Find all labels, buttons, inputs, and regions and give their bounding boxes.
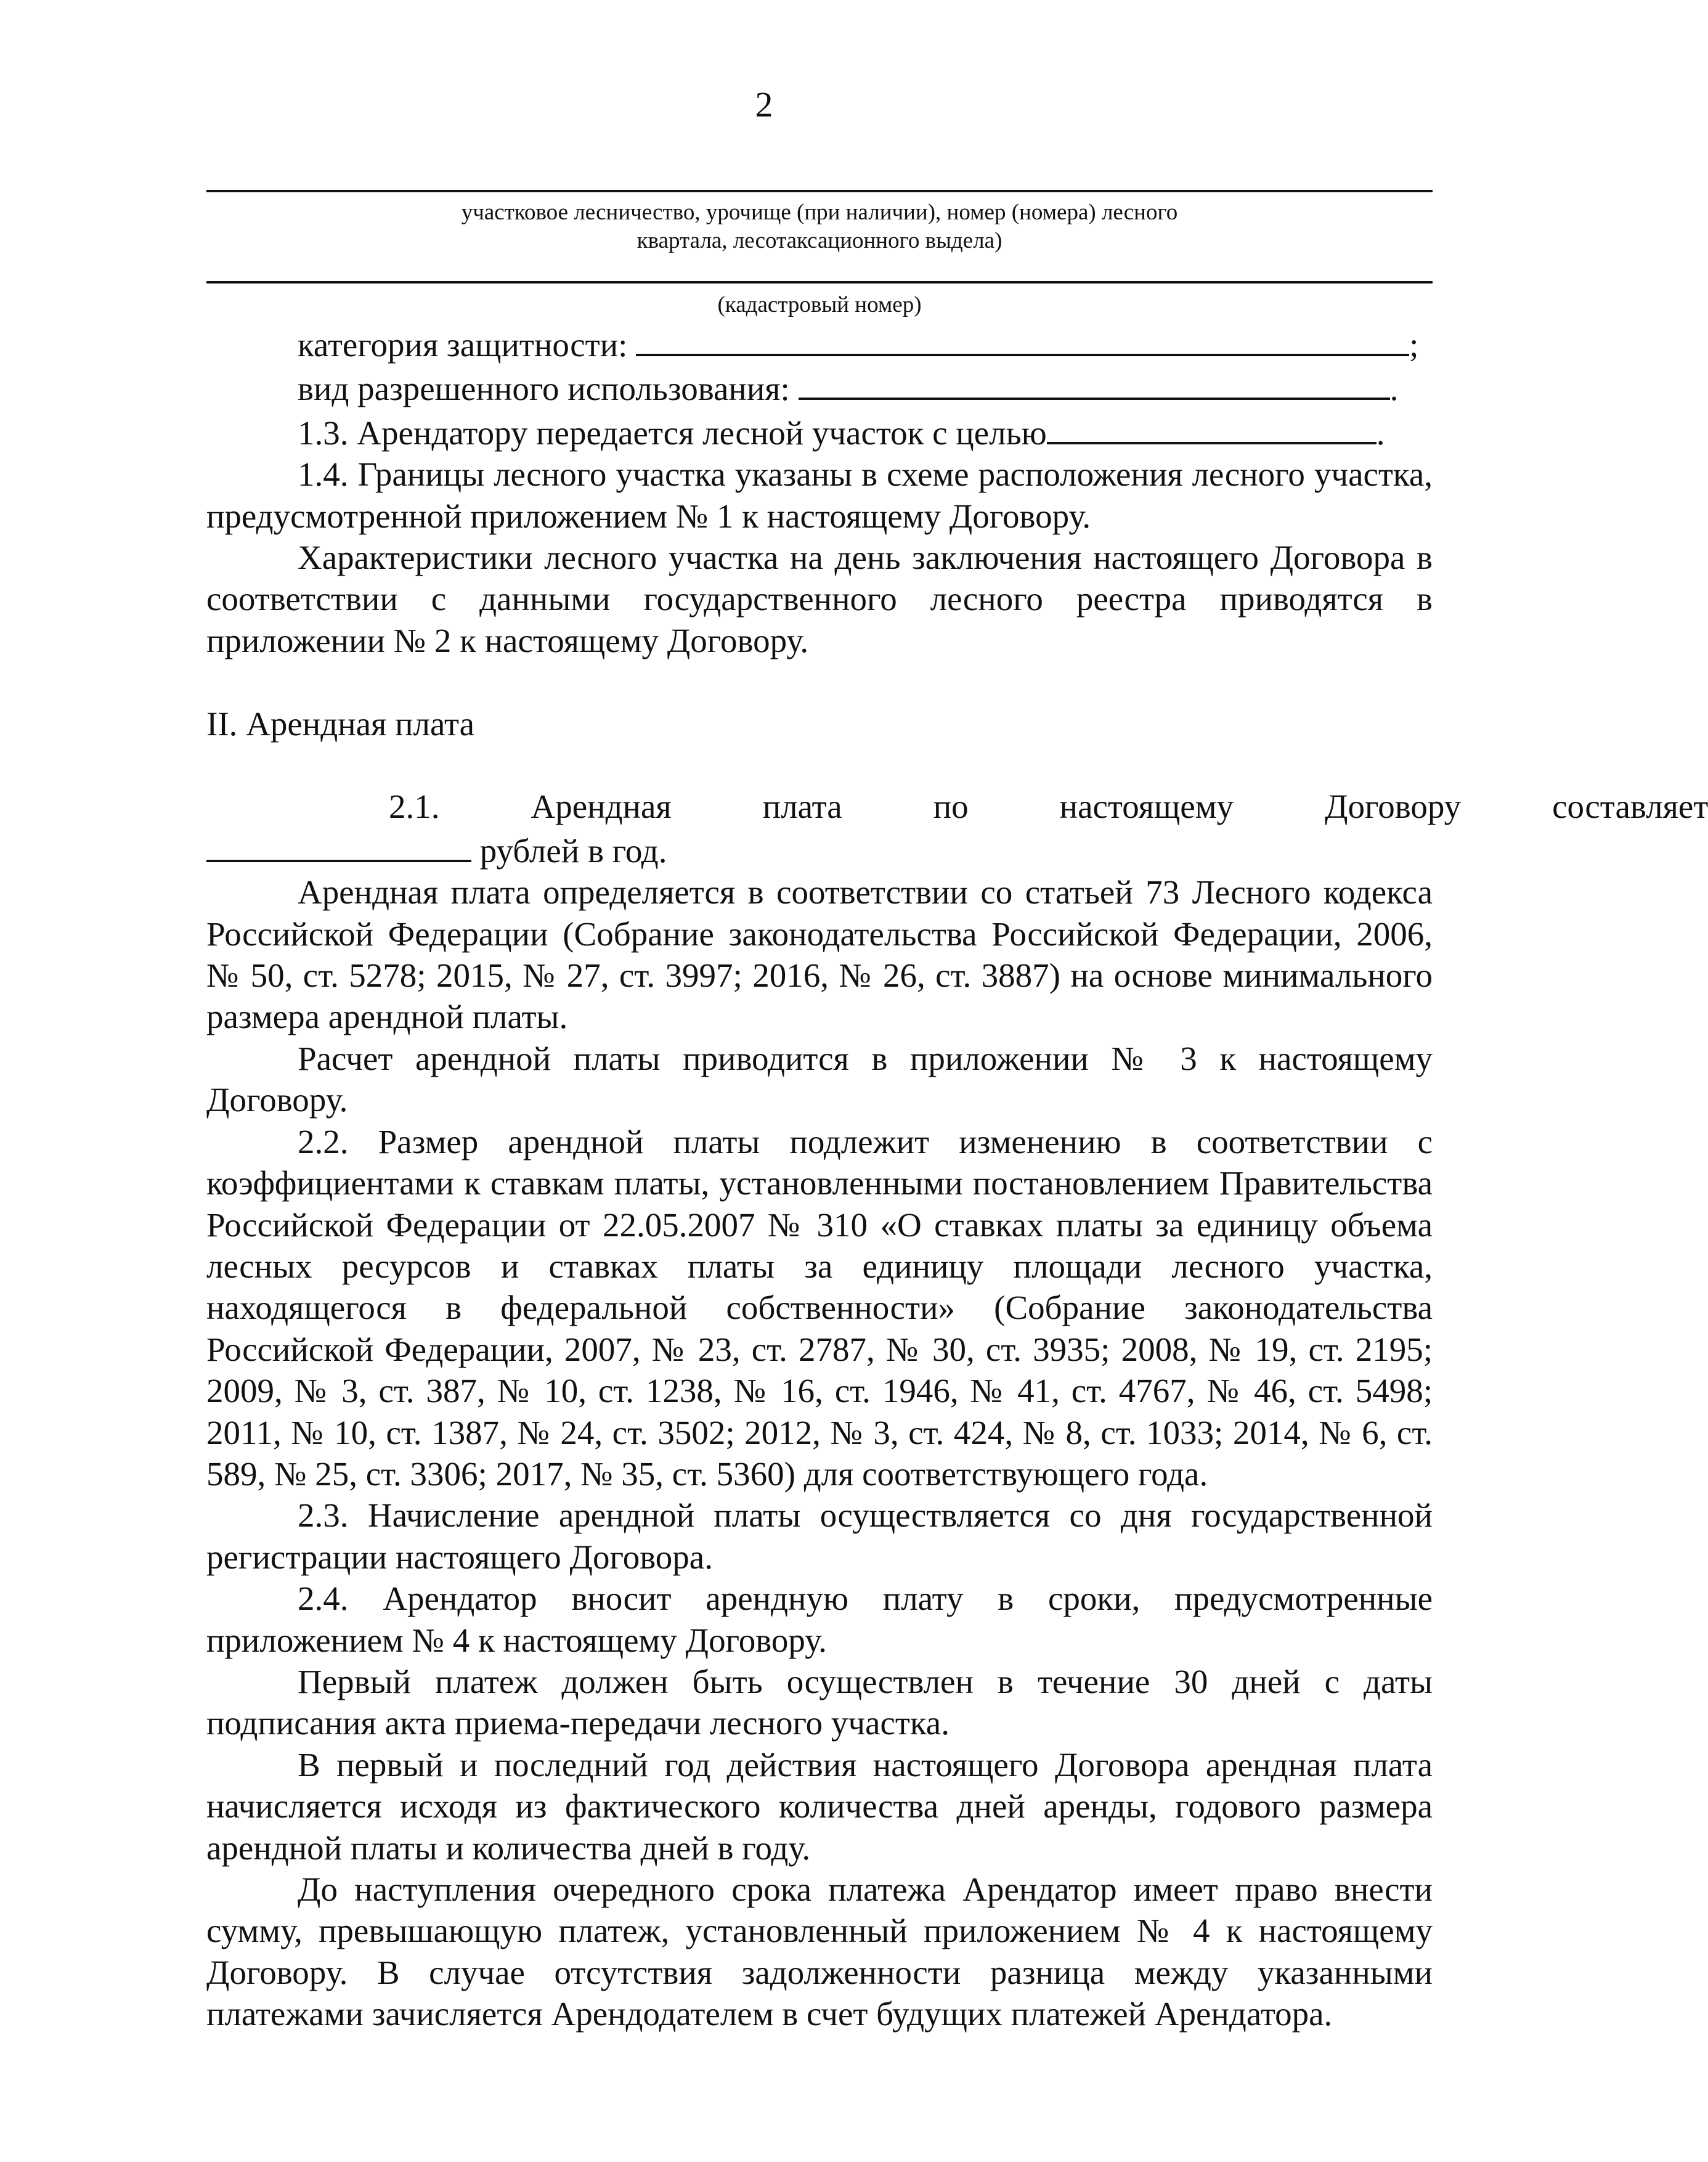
purpose-blank — [1047, 410, 1377, 444]
caption-forestry-line-1: участковое лесничество, урочище (при наличии), номер (номера) лесного — [461, 200, 1178, 225]
clause-2-4: 2.4. Арендатор вносит арендную плату в сроки, предусмотренные приложением № 4 к настоящему Договору. — [206, 1580, 1433, 1659]
clause-2-1-amount — [206, 828, 1433, 871]
protection-blank — [636, 322, 1409, 356]
clause-2-1-word: Договору — [1325, 788, 1462, 826]
clause-2-1-word: составляет — [1552, 788, 1708, 826]
clause-2-1-line — [206, 786, 1708, 827]
clause-2-1-word: Арендная — [531, 788, 672, 826]
paragraph-first-payment: Первый платеж должен быть осуществлен в течение 30 дней с даты подписания акта приема-передачи лесного участка. — [206, 1662, 1433, 1742]
field-purpose — [206, 410, 1433, 454]
rent-amount-blank — [206, 828, 471, 862]
caption-forestry-line-2: квартала, лесотаксационного выдела) — [636, 228, 1002, 253]
clause-2-1-word: по — [933, 788, 969, 826]
usage-blank — [799, 365, 1390, 400]
paragraph-rent-appendix: Расчет арендной платы приводится в приложении № 3 к настоящему Договору. — [206, 1039, 1433, 1119]
page-number: 2 — [755, 84, 773, 124]
purpose-end: . — [1376, 414, 1385, 452]
paragraph-characteristics: Характеристики лесного участка на день заключения настоящего Договора в соответствии с данными государственного лесного реестра приводятся в приложении № 2 к настоящему Договору. — [206, 539, 1433, 659]
usage-end: . — [1389, 370, 1399, 408]
section-title: II. Арендная плата — [206, 704, 475, 743]
caption-cadastral-number: (кадастровый номер) — [717, 292, 922, 317]
field-protection-category — [206, 322, 1433, 365]
paragraph-first-last-year: В первый и последний год действия настоящего Договора арендная плата начисляется исходя из фактического количества дней аренды, годового размера арендной платы и количества дней в году. — [206, 1745, 1433, 1867]
clause-2-1-word: 2.1. — [389, 788, 440, 826]
clause-2-1-word: плата — [762, 788, 842, 826]
protection-label: категория защитности: — [298, 326, 628, 364]
clause-1-4: 1.4. Границы лесного участка указаны в схеме расположения лесного участка, предусмотренной приложением № 1 к настоящему Договору. — [206, 455, 1433, 535]
field-permitted-use — [206, 365, 1433, 409]
purpose-label: 1.3. Арендатору передается лесной участок с целью — [298, 414, 1047, 452]
paragraph-rent-calculation: Арендная плата определяется в соответствии со статьей 73 Лесного кодекса Российской Федерации (Собрание законодательства Российской Федерации, 2006, № 50, ст. 5278; 2015, № 27, ст. 3997; 2016, № 26, ст. 3887) на основе минимального размера арендной платы. — [206, 873, 1433, 1036]
paragraph-prepayment: До наступления очередного срока платежа Арендатор имеет право внести сумму, превышающую платеж, установленный приложением № 4 к настоящему Договору. В случае отсутствия задолженности разница между указанными платежами зачисляется Арендодателем в счет будущих платежей Арендатора. — [206, 1870, 1433, 2033]
clause-2-2: 2.2. Размер арендной платы подлежит изменению в соответствии с коэффициентами к ставкам платы, установленными постановлением Правительства Российской Федерации от 22.05.2007 № 310 «О ставках платы за единицу объема лесных ресурсов и ставках платы за единицу площади лесного участка, находящегося в федеральной собственности» (Собрание законодательства Российской Федерации, 2007, № 23, ст. 2787, № 30, ст. 3935; 2008, № 19, ст. 2195; 2009, № 3, ст. 387, № 10, ст. 1238, № 16, ст. 1946, № 41, ст. 4767, № 46, ст. 5498; 2011, № 10, ст. 1387, № 24, ст. 3502; 2012, № 3, ст. 424, № 8, ст. 1033; 2014, № 6, ст. 589, № 25, ст. 3306; 2017, № 35, ст. 5360) для соответствующего года. — [206, 1122, 1433, 1493]
clause-2-1-word: настоящему — [1059, 788, 1234, 826]
contract-body — [206, 322, 1708, 2035]
usage-label: вид разрешенного использования: — [298, 370, 790, 408]
blank-line-forestry — [206, 190, 1433, 192]
clause-2-3: 2.3. Начисление арендной платы осуществляется со дня государственной регистрации настоящего Договора. — [206, 1496, 1433, 1576]
protection-end: ; — [1409, 326, 1419, 364]
rent-amount-unit: рублей в год. — [479, 831, 667, 870]
blank-line-cadastral — [206, 281, 1433, 284]
